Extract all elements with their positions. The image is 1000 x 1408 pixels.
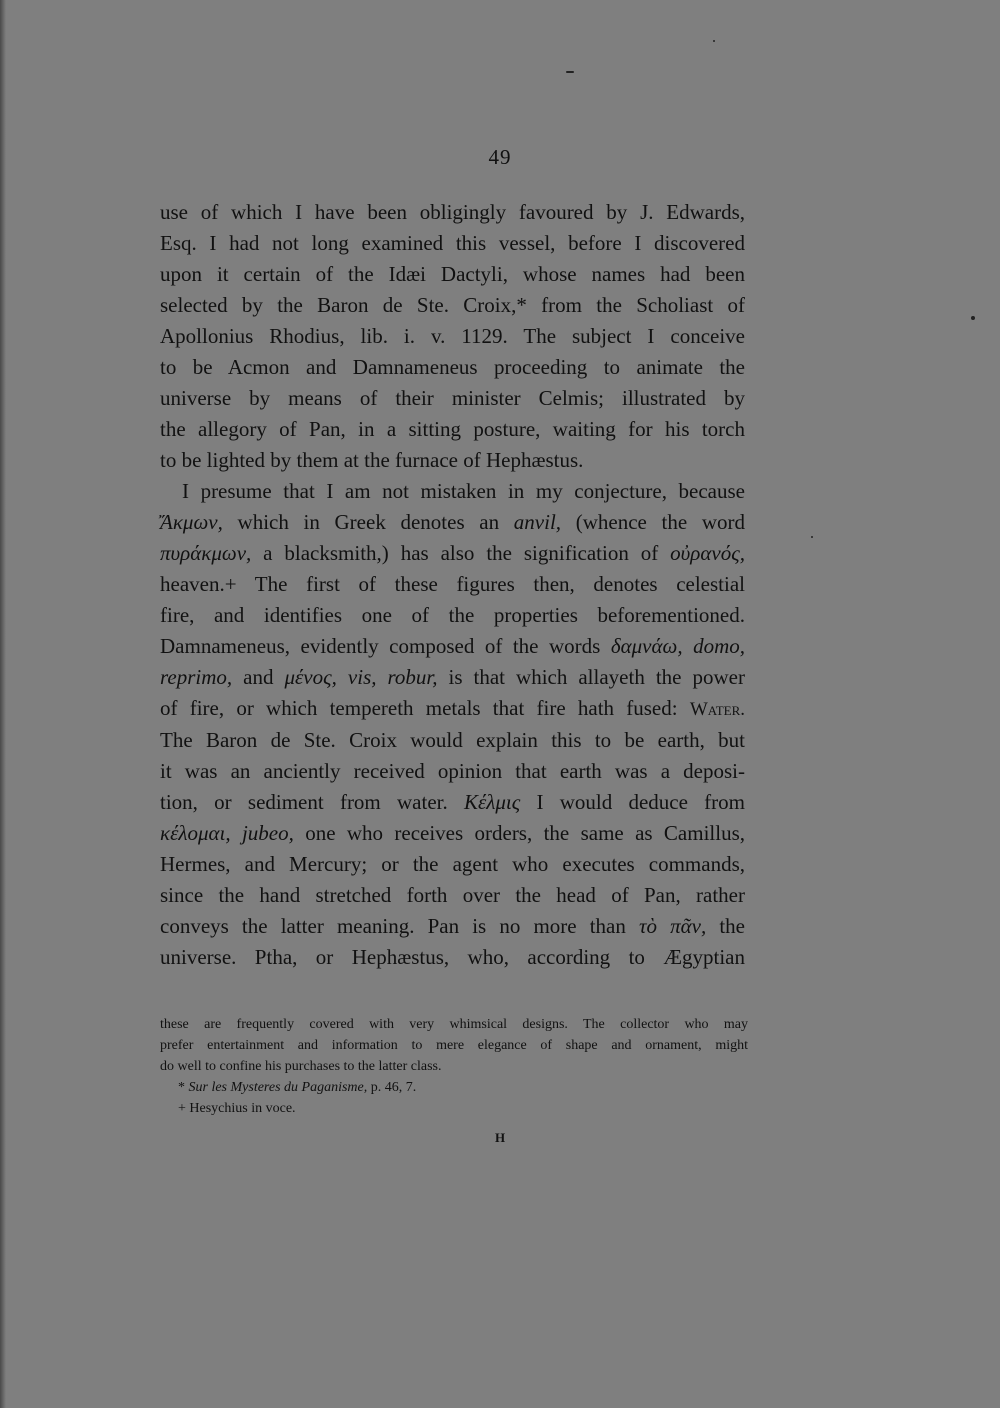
text-line: universe. Ptha, or Hephæstus, who, according to Ægyptian [160, 945, 745, 969]
text-line: use of which I have been obligingly favoured by J. Edwards, [160, 200, 745, 224]
greek-word: κέλομαι, [160, 821, 231, 845]
text-line: it was an anciently received opinion that earth was a deposi- [160, 759, 745, 783]
small-caps-word: Water. [689, 699, 745, 720]
greek-word: τὸ πᾶν, [638, 914, 707, 938]
italic-title: Sur les Mysteres du Paganisme, [188, 1080, 368, 1095]
greek-word: Ἄκμων, [160, 510, 223, 534]
text-line: of fire, or which tempereth metals that fire hath fused: Water. [160, 696, 745, 720]
text-line: The Baron de Ste. Croix would explain this to be earth, but [160, 728, 745, 752]
text-line: reprimo, and μένος, vis, robur, is that which allayeth the power [160, 665, 745, 689]
text-line: universe by means of their minister Celmis; illustrated by [160, 386, 745, 410]
italic-word: domo, [682, 634, 745, 658]
text-line: to be lighted by them at the furnace of Hephæstus. [160, 448, 584, 472]
page-speck [566, 71, 574, 73]
paragraph-2 [160, 476, 745, 973]
italic-word: anvil, [513, 510, 562, 534]
text-line: selected by the Baron de Ste. Croix,* from the Scholiast of [160, 293, 745, 317]
text-line: Hermes, and Mercury; or the agent who executes commands, [160, 852, 745, 876]
text-line: heaven.+ The first of these figures then, denotes celestial [160, 572, 745, 596]
italic-word: vis, robur, [336, 665, 438, 689]
page-edge-shadow [0, 0, 6, 1408]
text-line: to be Acmon and Damnameneus proceeding to animate the [160, 355, 745, 379]
text-line: I presume that I am not mistaken in my conjecture, because [182, 479, 745, 503]
body-text [160, 197, 745, 973]
footnote-line: prefer entertainment and information to mere elegance of shape and ornament, might [160, 1038, 748, 1053]
signature-mark: H [494, 1130, 506, 1145]
page-speck [971, 316, 975, 320]
page-number: 49 [488, 145, 512, 169]
text-line: Damnameneus, evidently composed of the words δαμνάω, domo, [160, 634, 745, 658]
italic-word: reprimo, [160, 665, 233, 689]
text-line: Esq. I had not long examined this vessel, before I discovered [160, 231, 745, 255]
paragraph-1 [160, 197, 745, 476]
footnote-2: + Hesychius in voce. [178, 1101, 296, 1116]
text-line: Apollonius Rhodius, lib. i. v. 1129. The subject I conceive [160, 324, 745, 348]
greek-word: πυράκμων, [160, 541, 252, 565]
greek-word: μένος, [284, 665, 337, 689]
text-line: conveys the latter meaning. Pan is no more than τὸ πᾶν, the [160, 914, 746, 938]
footnotes [160, 1014, 748, 1119]
text-line: upon it certain of the Idæi Dactyli, whose names had been [160, 262, 745, 286]
text-line: the allegory of Pan, in a sitting posture, waiting for his torch [160, 417, 745, 441]
text-line: πυράκμων, a blacksmith,) has also the signification of οὐρανός, [160, 541, 745, 565]
greek-word: οὐρανός, [670, 541, 745, 565]
page-speck [713, 40, 715, 42]
text-line: tion, or sediment from water. Κέλμις I would deduce from [160, 790, 746, 814]
footnote-1: * Sur les Mysteres du Paganisme, p. 46, 7. [178, 1080, 417, 1095]
greek-word: δαμνάω, [610, 634, 683, 658]
footnote-line: do well to confine his purchases to the latter class. [160, 1059, 442, 1074]
page-speck [811, 536, 813, 538]
text-line: since the hand stretched forth over the head of Pan, rather [160, 883, 745, 907]
text-line: Ἄκμων, which in Greek denotes an anvil, (whence the word [160, 510, 745, 534]
text-line: κέλομαι, jubeo, one who receives orders, the same as Camillus, [160, 821, 745, 845]
italic-word: jubeo, [230, 821, 294, 845]
footnote-line: these are frequently covered with very whimsical designs. The collector who may [160, 1017, 748, 1032]
text-line: fire, and identifies one of the properties beforementioned. [160, 603, 745, 627]
greek-word: Κέλμις [463, 790, 521, 814]
